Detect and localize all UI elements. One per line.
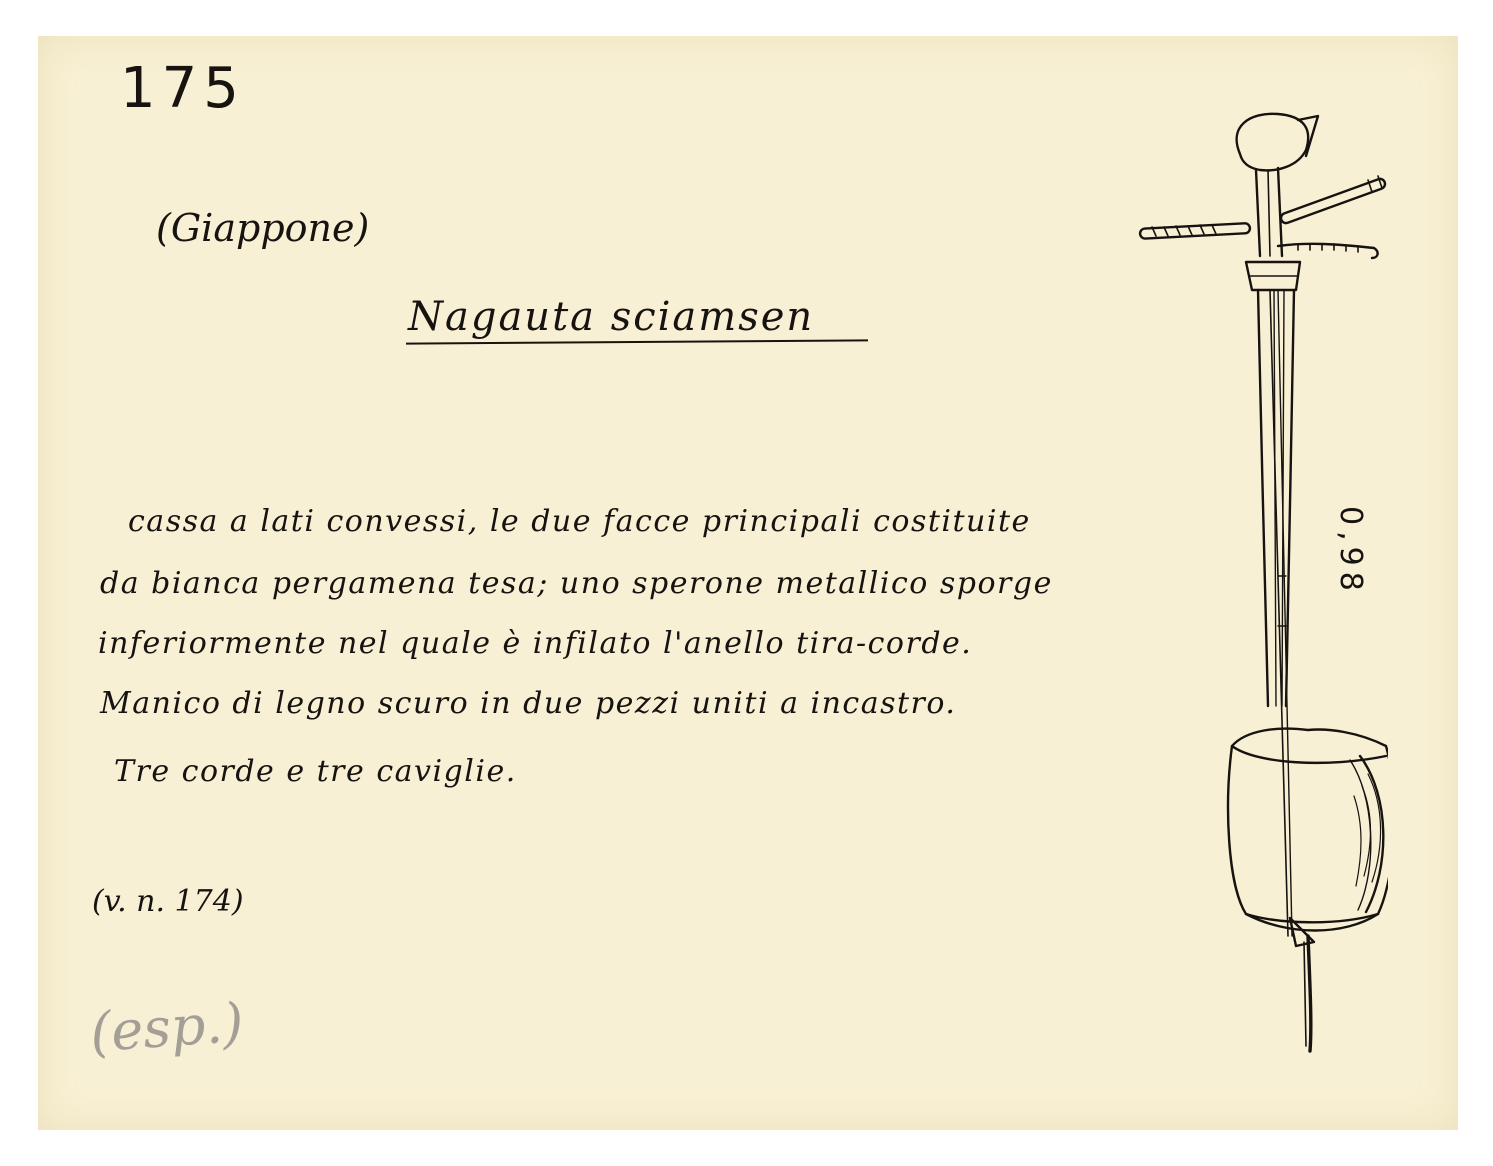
pencil-note: (esp.)	[87, 990, 246, 1065]
instrument-title: Nagauta sciamsen	[408, 294, 815, 340]
description-line: cassa a lati convessi, le due facce principali costituite	[128, 504, 1031, 539]
description-line: da bianca pergamena tesa; uno sperone metallico sporge	[100, 566, 1053, 601]
card-number: 175	[120, 56, 245, 121]
title-underline	[406, 339, 868, 344]
country-label: (Giappone)	[156, 206, 370, 250]
description-line: Manico di legno scuro in due pezzi uniti a incastro.	[100, 686, 957, 721]
cross-reference: (v. n. 174)	[92, 884, 244, 919]
sciamisen-drawing-icon	[1128, 106, 1388, 1056]
description-line: Tre corde e tre caviglie.	[114, 754, 517, 789]
side-measurement: 0,98	[1333, 506, 1368, 597]
index-card	[38, 36, 1458, 1130]
description-line: inferiormente nel quale è infilato l'anello tira-corde.	[98, 626, 973, 661]
